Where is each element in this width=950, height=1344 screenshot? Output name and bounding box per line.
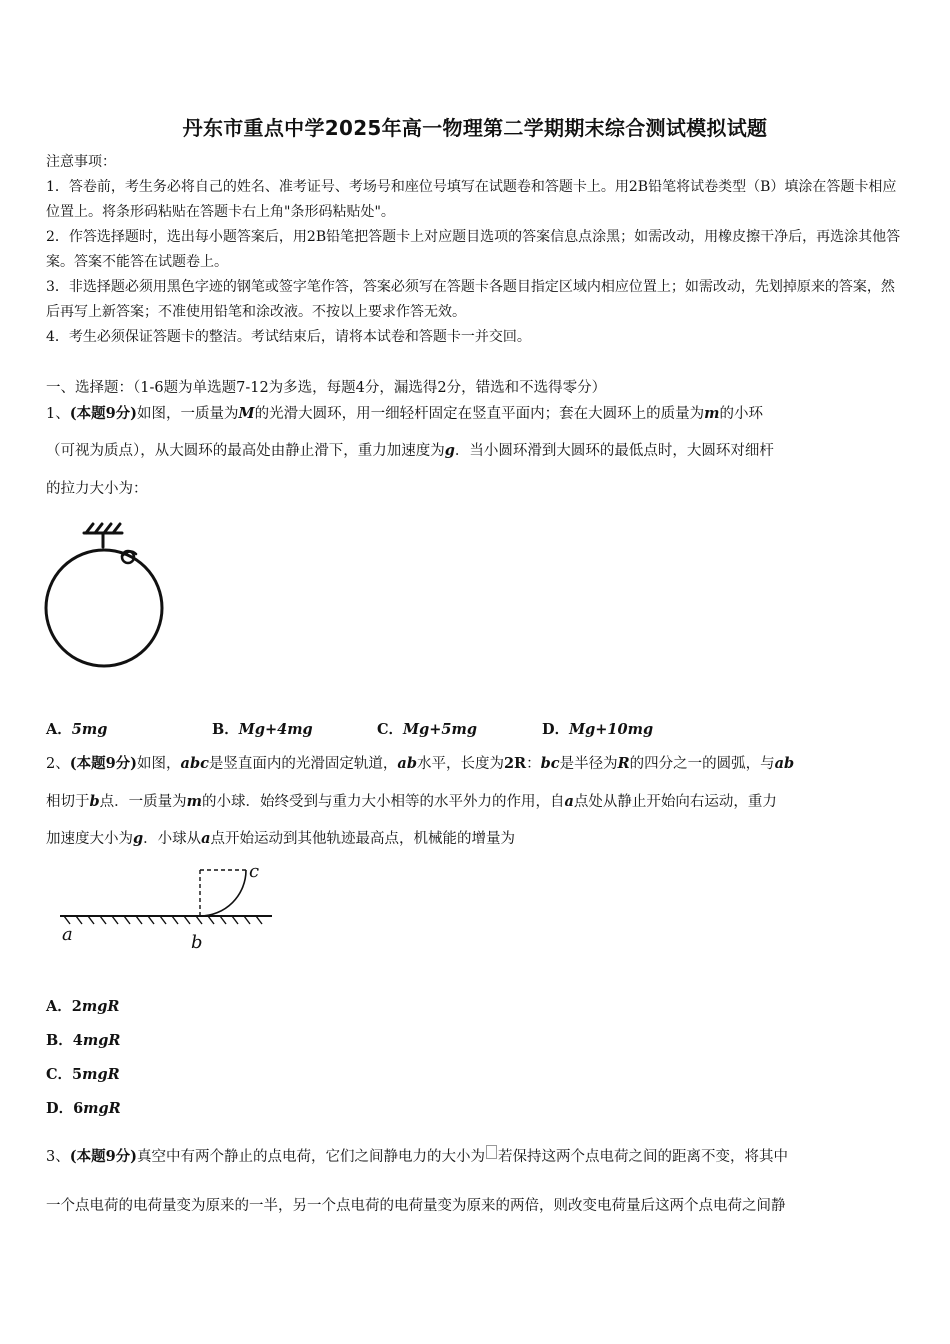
- q2-option-a[interactable]: [46, 995, 119, 1016]
- q1-text: 的小环: [719, 406, 763, 422]
- q2-text: 点处从静止开始向右运动，重力: [573, 794, 777, 810]
- option-value: Mg+4mg: [238, 721, 313, 738]
- q3-text: 若保持这两个点电荷之间的距离不变，将其中: [498, 1149, 789, 1165]
- option-label: A．: [46, 721, 72, 738]
- label-b: b: [191, 932, 203, 953]
- missing-symbol-placeholder: [486, 1145, 497, 1159]
- q1-line2: [46, 439, 908, 460]
- option-label: C．: [377, 721, 404, 738]
- q2-text: 点．一质量为: [99, 794, 187, 810]
- q2-points: (本题9分): [69, 755, 138, 772]
- q1-var-m: m: [704, 405, 720, 422]
- q2-var: 2R: [503, 755, 527, 772]
- q2-text: 的小球．始终受到与重力大小相等的水平外力的作用，自: [201, 794, 565, 810]
- q2-var: b: [89, 793, 100, 810]
- q1-option-a[interactable]: [46, 718, 107, 739]
- q3-line2: 一个点电荷的电荷量变为原来的一半，另一个点电荷的电荷量变为原来的两倍，则改变电荷量后这两个点电荷之间静: [46, 1198, 786, 1214]
- q2-var: R: [617, 755, 630, 772]
- q1-var-M: M: [238, 405, 255, 422]
- option-value: 5mg: [71, 721, 108, 738]
- q1-line3: 的拉力大小为：: [46, 481, 148, 497]
- notice-item: 3．非选择题必须用黑色字迹的钢笔或签字笔作答，答案必须写在答题卡各题目指定区域内相应位置上；如需改动，先划掉原来的答案，然后再写上新答案；不准使用铅笔和涂改液。不按以上要求作答无效。: [46, 279, 895, 320]
- q2-option-d[interactable]: [46, 1097, 121, 1118]
- option-unit: mgR: [82, 1032, 121, 1049]
- option-coef: 2: [71, 998, 82, 1015]
- q1-var-g: g: [444, 442, 455, 459]
- q2-option-c[interactable]: [46, 1063, 120, 1084]
- option-label: A．: [46, 998, 72, 1015]
- option-unit: mgR: [81, 998, 120, 1015]
- option-label: D．: [542, 721, 570, 738]
- q2-var: ab: [397, 755, 417, 772]
- q2-number: 2、: [46, 756, 70, 772]
- option-coef: 6: [73, 1100, 84, 1117]
- q2-line3: [46, 827, 908, 848]
- q1-line1: [46, 402, 908, 423]
- q3-number: 3、: [46, 1149, 70, 1165]
- label-a: a: [62, 924, 73, 945]
- q1-option-d[interactable]: [542, 718, 653, 739]
- track-figure: [50, 858, 282, 958]
- notice-item: 2．作答选择题时，选出每小题答案后，用2B铅笔把答题卡上对应题目选项的答案信息点涂黑；如需改动，用橡皮擦干净后，再选涂其他答案。答案不能答在试题卷上。: [46, 229, 901, 270]
- q1-points: (本题9分): [69, 405, 138, 422]
- option-label: C．: [46, 1066, 73, 1083]
- q2-var: a: [564, 793, 574, 810]
- label-c: c: [249, 861, 260, 882]
- option-unit: mgR: [82, 1066, 120, 1083]
- option-label: D．: [46, 1100, 74, 1117]
- q2-var: bc: [540, 755, 560, 772]
- q1-text: （可视为质点），从大圆环的最高处由静止滑下，重力加速度为: [46, 443, 445, 459]
- notice-item: 1．答卷前，考生务必将自己的姓名、准考证号、考场号和座位号填写在试题卷和答题卡上。用2B铅笔将试卷类型（B）填涂在答题卡相应位置上。将条形码粘贴在答题卡右上角"条形码粘贴处"。: [46, 179, 897, 220]
- q1-option-b[interactable]: [212, 718, 313, 739]
- option-label: B．: [46, 1032, 73, 1049]
- q2-var: a: [201, 830, 211, 847]
- q2-text: 水平，长度为: [416, 756, 504, 772]
- notice-section: [46, 150, 908, 350]
- section-heading: 一、选择题：（1-6题为单选题7-12为多选，每题4分，漏选得2分，错选和不选得零分）: [46, 380, 607, 396]
- q3-points: (本题9分): [69, 1148, 138, 1165]
- q2-text: 是半径为: [559, 756, 618, 772]
- q2-text: 如图，: [137, 756, 181, 772]
- q2-text: 的四分之一的圆弧，与: [629, 756, 775, 772]
- hoop-figure: [44, 518, 179, 670]
- notice-heading: 注意事项：: [46, 154, 116, 170]
- q2-text: 加速度大小为: [46, 831, 133, 847]
- q1-number: 1、: [46, 406, 70, 422]
- page-title: 丹东市重点中学2025年高一物理第二学期期末综合测试模拟试题: [182, 116, 768, 140]
- q2-var: m: [186, 793, 202, 810]
- notice-item: 4．考生必须保证答题卡的整洁。考试结束后，请将本试卷和答题卡一并交回。: [46, 329, 531, 345]
- q2-text: 点开始运动到其他轨迹最高点，机械能的增量为: [210, 831, 516, 847]
- q1-text: ．当小圆环滑到大圆环的最低点时，大圆环对细杆: [454, 443, 774, 459]
- q2-option-b[interactable]: [46, 1029, 120, 1050]
- q2-var: g: [133, 830, 144, 847]
- option-unit: mgR: [83, 1100, 121, 1117]
- q2-line1: [46, 752, 908, 773]
- q2-var: ab: [774, 755, 795, 772]
- q1-text: 的光滑大圆环，用一细轻杆固定在竖直平面内；套在大圆环上的质量为: [254, 406, 705, 422]
- q2-text: 相切于: [46, 794, 90, 810]
- option-value: Mg+10mg: [569, 721, 654, 738]
- option-coef: 4: [72, 1032, 83, 1049]
- q3-text: 真空中有两个静止的点电荷，它们之间静电力的大小为: [137, 1149, 486, 1165]
- option-coef: 5: [72, 1066, 83, 1083]
- q2-text: 是竖直面内的光滑固定轨道，: [208, 756, 398, 772]
- option-label: B．: [212, 721, 239, 738]
- option-value: Mg+5mg: [403, 721, 477, 738]
- q2-text: ．小球从: [143, 831, 202, 847]
- q3-line1: [46, 1145, 908, 1166]
- q2-text: ：: [526, 756, 541, 772]
- q2-line2: [46, 790, 908, 811]
- q1-option-c[interactable]: [377, 718, 477, 739]
- q2-var: abc: [180, 755, 209, 772]
- q1-text: 如图，一质量为: [137, 406, 239, 422]
